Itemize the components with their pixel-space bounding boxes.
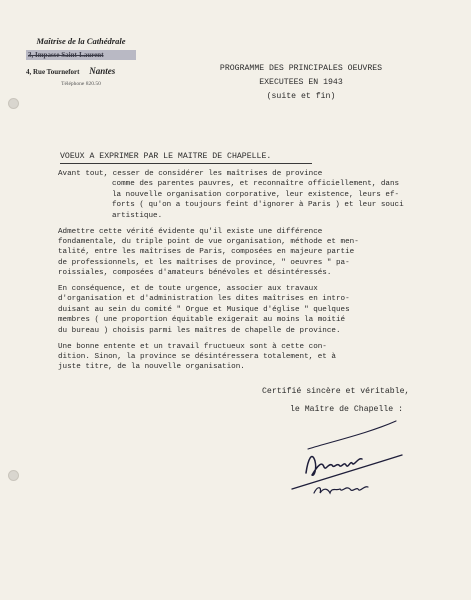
letterhead-address: 4, Rue Tournefort [26, 68, 80, 76]
paragraph: Avant tout, cesser de considérer les maîtrises de province comme des parentes pauvres, et reconnaître officiellement, dans la nouvelle organisation corporative, leur existence, leurs ef- forts ( qu'on a toujours feint d'ignorer à Paris ) et leur souci artistique. [58, 170, 404, 220]
letter-body [58, 169, 430, 378]
letterhead-title: Maîtrise de la Cathédrale [36, 36, 126, 46]
paragraph: Une bonne entente et un travail fructueux sont à cette con- dition. Sinon, la province se désintéressera totalement, et à juste titre, de la nouvelle organisation. [58, 342, 336, 372]
program-line-1: PROGRAMME DES PRINCIPALES OEUVRES [219, 64, 383, 73]
punch-hole [8, 98, 19, 109]
certification-line-1: Certifié sincère et véritable, [262, 387, 410, 396]
program-line-2: EXECUTEES EN 1943 [259, 78, 343, 87]
letterhead-street: 3, Impasse Saint-Laurent [26, 50, 136, 60]
handwritten-signature [284, 415, 414, 515]
paragraph: En conséquence, et de toute urgence, associer aux travaux d'organisation et d'administration les dites maîtrises en intro- duisant au sein du comité " Orgue et Musique d'église " quelques membres ( une proportion équitable exigerait au moins la moitié du bureau ) choisis parmi les maîtres de chapelle de province. [58, 285, 350, 335]
paragraph: Admettre cette vérité évidente qu'il existe une différence fondamentale, du triple point de vue organisation, méthode et men- talité, entre les maîtrises de Paris, composées en majeure partie de professionnels, et les maîtrises de province, " oeuvres " pa- roissiales, composées d'amateurs bénévoles et désintéressés. [58, 227, 359, 278]
letterhead-city: Nantes [89, 66, 116, 76]
certification-line-2: le Maître de Chapelle : [290, 405, 404, 414]
section-heading: VOEUX A EXPRIMER PAR LE MAITRE DE CHAPELLE. [60, 152, 272, 161]
program-line-3: (suite et fin) [266, 92, 336, 101]
heading-underline [60, 163, 312, 164]
letterhead [26, 36, 136, 87]
program-title [196, 62, 406, 104]
certification [262, 383, 462, 419]
letterhead-address-line [26, 66, 136, 76]
letterhead-phone: Téléphone 820.50 [61, 81, 101, 87]
punch-hole [8, 470, 19, 481]
